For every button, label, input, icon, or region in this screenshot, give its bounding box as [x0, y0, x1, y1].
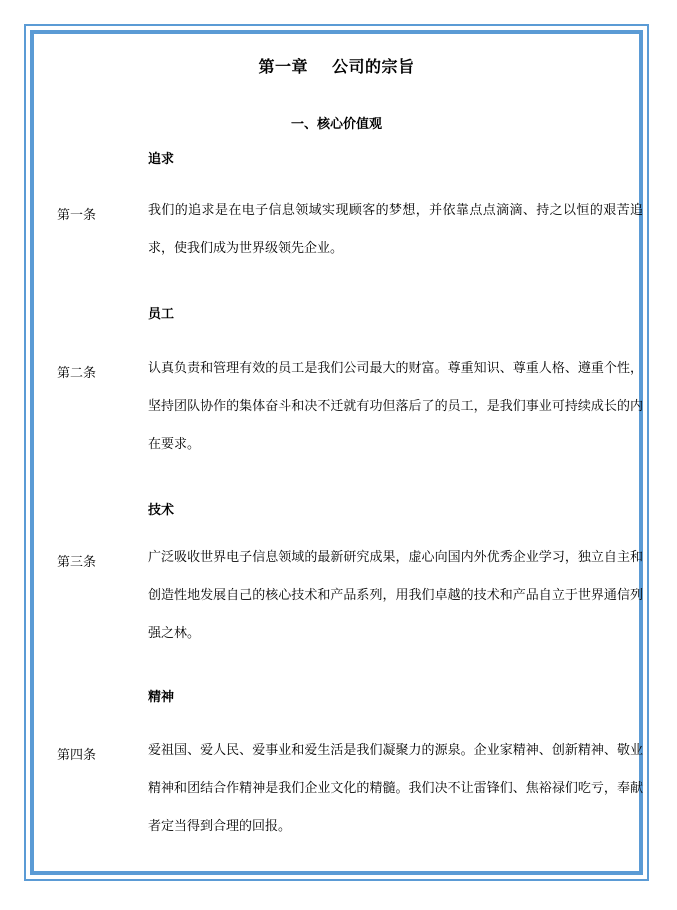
article-number: 第二条: [57, 366, 97, 381]
article-number: 第一条: [57, 208, 97, 223]
section-title: 一、核心价值观: [290, 117, 382, 132]
heading-technology: 技术: [148, 503, 175, 518]
chapter-name: 公司的宗旨: [332, 57, 415, 76]
article-text: 认真负责和管理有效的员工是我们公司最大的财富。尊重知识、尊重人格、遵重个性，坚持团队协作的集体奋斗和决不迁就有功但落后了的员工，是我们事业可持续成长的内 在要求。: [148, 361, 643, 452]
article-number: 第三条: [57, 555, 97, 570]
heading-spirit: 精神: [148, 690, 175, 705]
heading-employees: 员工: [148, 307, 175, 322]
article-text: 爱祖国、爱人民、爱事业和爱生活是我们凝聚力的源泉。企业家精神、创新精神、敬业精神和团结合作精神是我们企业文化的精髓。我们决不让雷锋们、焦裕禄们吃亏，奉献者定当得到合理的回报。: [148, 743, 643, 834]
article-text: 我们的追求是在电子信息领域实现顾客的梦想，并依靠点点滴滴、持之以恒的艰苦追求，使我们成为世界级领先企业。: [148, 203, 643, 256]
heading-pursuit: 追求: [148, 152, 175, 167]
chapter-title: [34, 54, 639, 77]
article-number: 第四条: [57, 748, 97, 763]
article-text: 广泛吸收世界电子信息领域的最新研究成果，虚心向国内外优秀企业学习，独立自主和创造性地发展自己的核心技术和产品系列，用我们卓越的技术和产品自立于世界通信列强之林。: [148, 550, 643, 641]
chapter-label: 第一章: [258, 57, 308, 76]
document-content: [34, 34, 643, 871]
